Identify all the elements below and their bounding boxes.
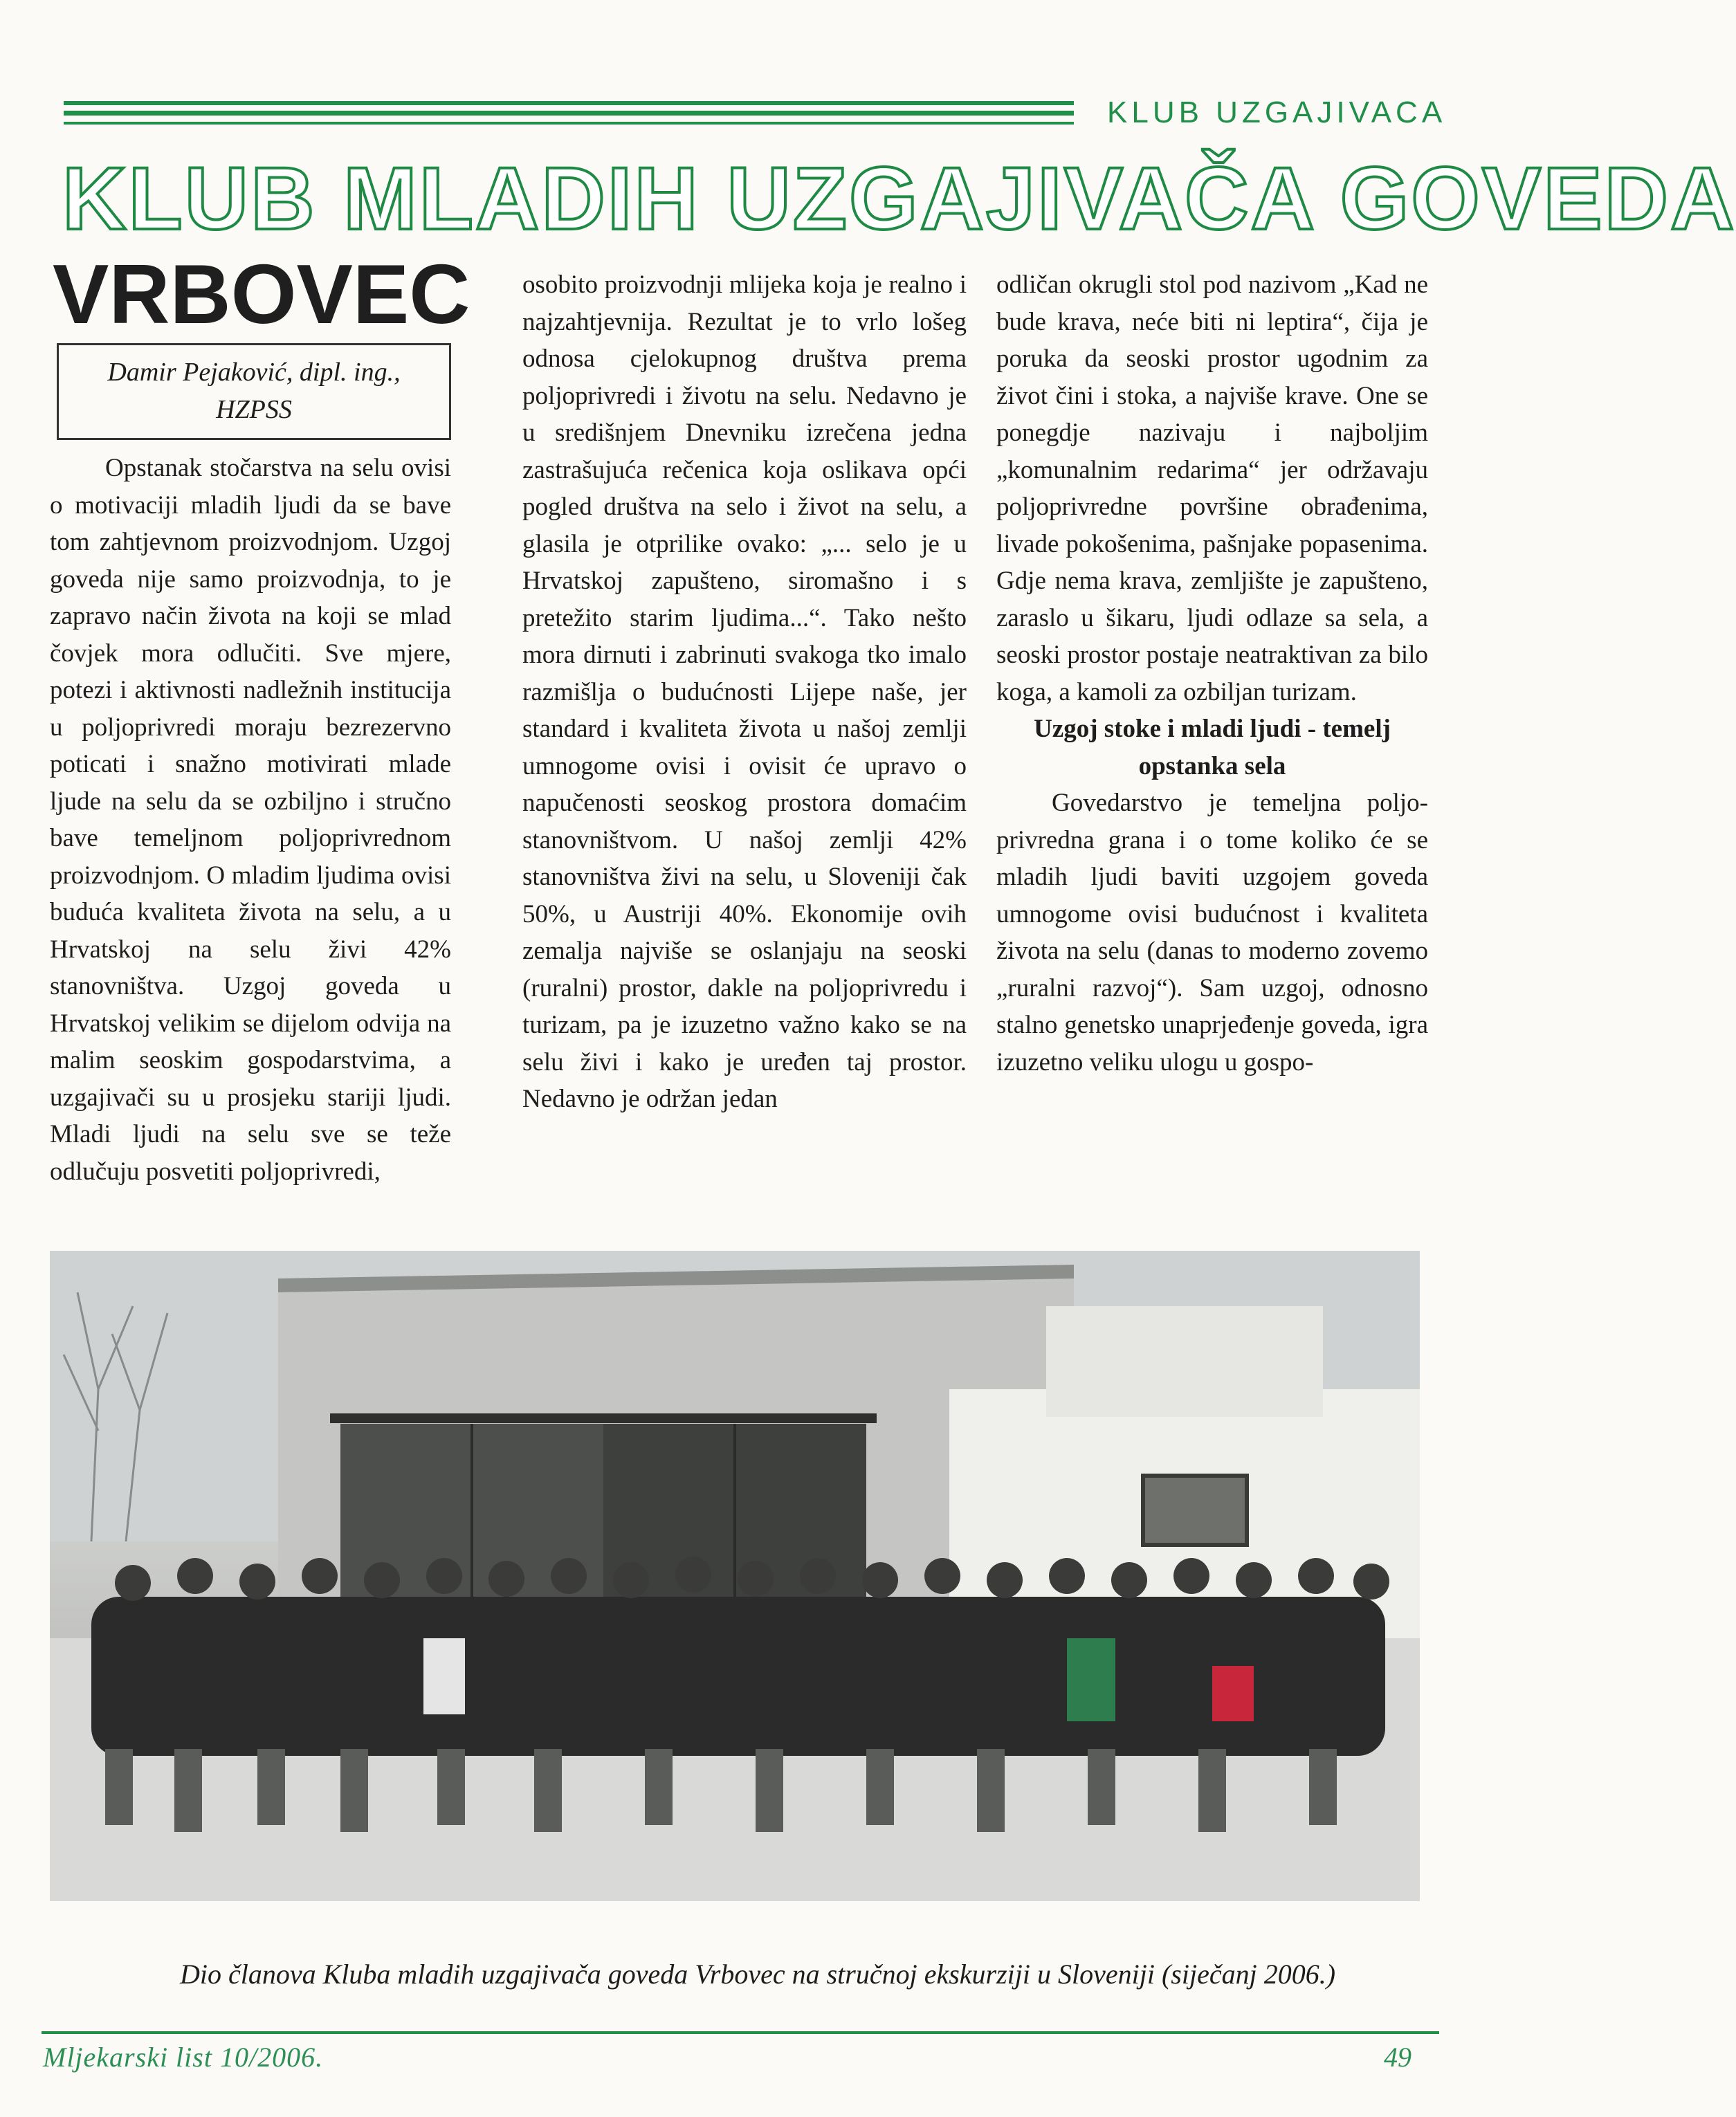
- header-rule: [64, 98, 1074, 129]
- paragraph: Opstanak stočarstva na selu ovisi o motivaciji mladih ljudi da se bave tom zahtjevnom proizvodnjom. Uzgoj goveda nije samo proizvodnja, to je zapravo način života na koji se mlad čovjek mora odlučiti. Sve mjere, potezi i aktivnosti nadležnih institucija u poljoprivredi moraju bezrezervno poticati i snažno motivirati mlade ljude na selu da se ozbiljno i stručno bave temeljnom poljoprivrednom proizvodnjom. O mladim ljudima ovisi buduća kvaliteta života na selu, a u Hrvatskoj na selu živi 42% stanovništva. Uzgoj goveda u Hrvatskoj velikim se dijelom odvija na malim seoskim gospodarstvima, a uzgajivači su u prosjeku stariji ljudi. Mladi ljudi na selu sve se teže odlučuju posvetiti poljoprivredi,: [50, 454, 451, 1186]
- article-column-2: [522, 266, 967, 1118]
- section-heading: Uzgoj stoke i mladi ljudi - temelj opstanka sela: [1034, 715, 1391, 780]
- group-photo: [50, 1251, 1420, 1901]
- article-column-1: [50, 450, 451, 1190]
- author-box: [57, 343, 451, 440]
- paragraph: osobito proizvodnji mlijeka koja je realno i najzahtjevnija. Rezultat je to vrlo lošeg odnosa cjelokupnog društva prema poljoprivredi i životu na selu. Nedavno je u središnjem Dnevniku izrečena jedna zastrašujuća rečenica koja oslikava opći pogled društva na selo i život na selu, a glasila je otprilike ovako: „... selo je u Hrvatskoj zapušteno, siromašno i s pretežito starim ljudima...“. Tako nešto mora dirnuti i zabrinuti svakoga tko imalo razmišlja o budućnosti Lijepe naše, jer standard i kvaliteta života u našoj zemlji umnogome ovisi i ovisit će upravo o napučenosti seoskog prostora domaćim stanovništvom. U našoj zemlji 42% stanovništva živi na selu, u Sloveniji čak 50%, u Austriji 40%. Ekonomije ovih zemalja najviše se oslanjaju na seoski (ruralni) prostor, dakle na poljoprivredu i turizam, pa je izuzetno važno kako se na selu živi i kako je uređen taj prostor. Nedavno je održan jedan: [522, 271, 967, 1113]
- paragraph: odličan okrugli stol pod nazivom „Kad ne bude krava, neće biti ni leptira“, čija je poruka da seoski prostor ugodnim za život čini i stoka, a najviše krave. One se ponegdje nazivaju i najboljim „komunalnim redarima“ jer održavaju poljoprivredne površine obrađenima, livade pokošenima, pašnjake popasenima. Gdje nema krava, zemljište je zapušteno, zaraslo u šikaru, ljudi odlaze sa sela, a seoski prostor postaje neatraktivan za bilo koga, a kamoli za ozbiljan turizam.: [996, 271, 1428, 706]
- paragraph: Govedarstvo je temeljna poljoprivredna grana i o tome koliko će se mladih ljudi baviti uzgojem goveda umnogome ovisi budućnost i kvaliteta života na selu (danas to moderno zovemo „ruralni razvoj“). Sam uzgoj, odnosno stalno genetsko unaprjeđenje goveda, igra izuzetno veliku ulogu u gospo-: [996, 789, 1428, 1076]
- footer-rule: [42, 2031, 1439, 2034]
- article-column-3: [996, 266, 1428, 1081]
- author-organization: HZPSS: [216, 395, 292, 424]
- section-label: KLUB UZGAJIVACA: [1107, 95, 1447, 129]
- author-name: Damir Pejaković, dipl. ing.,: [107, 358, 401, 387]
- photo-caption: Dio članova Kluba mladih uzgajivača goveda Vrbovec na stručnoj ekskurziji u Sloveniji (siječanj 2006.): [179, 1959, 1336, 1990]
- journal-issue: Mljekarski list 10/2006.: [43, 2042, 324, 2073]
- article-title: KLUB MLADIH UZGAJIVAČA GOVEDA: [62, 149, 1736, 248]
- article-subtitle: VRBOVEC: [53, 247, 470, 341]
- page-number: 49: [1384, 2042, 1411, 2073]
